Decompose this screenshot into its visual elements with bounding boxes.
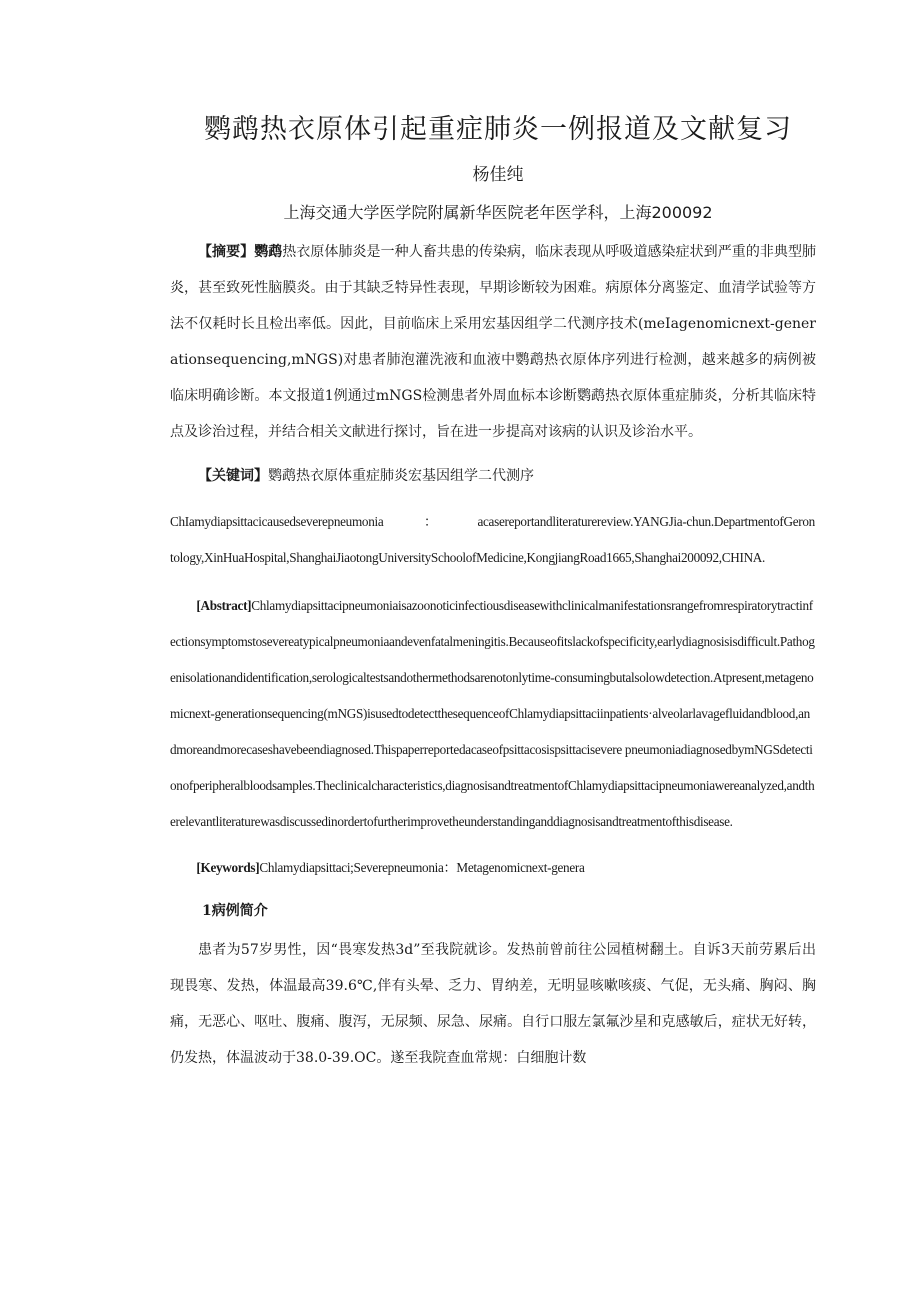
abstract-cn-text: 热衣原体肺炎是一种人畜共患的传染病，临床表现从呼吸道感染症状到严重的非典型肺炎，甚至致死性脑膜炎。由于其缺乏特异性表现，早期诊断较为困难。病原体分离鉴定、血清学试验等方法不仅耗时长且检出率低。因此，目前临床上采用宏基因组学二代测序技术(meIagenomicnext-generationsequencing,mNGS)对患者肺泡灌洗液和血液中鹦鹉热衣原体序列进行检测，越来越多的病例被临床明确诊断。本文报道1例通过mNGS检测患者外周血标本诊断鹦鹉热衣原体重症肺炎，分析其临床特点及诊治过程，并结合相关文献进行探讨，旨在进一步提高对该病的认识及诊治水平。 [170,244,816,440]
chinese-keywords [170,458,816,494]
paper-title: 鹦鹉热衣原体引起重症肺炎一例报道及文献复习 [204,114,792,145]
english-abstract [170,588,816,840]
keywords-en-text: Chlamydiapsittaci;Severepneumonia：Metagenomicnext-genera [259,860,585,875]
keywords-cn-text: 鹦鹉热衣原体重症肺炎宏基因组学二代测序 [268,468,534,484]
english-title [170,504,816,576]
author-affiliation: 上海交通大学医学院附属新华医院老年医学科，上海200092 [283,203,713,222]
english-title-part1: ChIamydiapsittacicausedseverepneumonia [170,514,384,529]
case-description: 患者为57岁男性，因“畏寒发热3d”至我院就诊。发热前曾前往公园植树翻土。自诉3天前劳累后出现畏寒、发热，体温最高39.6℃,伴有头晕、乏力、胃纳差，无明显咳嗽咳痰、气促，无头痛、胸闷、胸痛，无恶心、呕吐、腹痛、腹泻，无尿频、尿急、尿痛。自行口服左氯氟沙星和克感敏后，症状无好转，仍发热，体温波动于38.0-39.OC。遂至我院查血常规：白细胞计数 [170,942,816,1066]
abstract-en-label: [Abstract] [196,598,252,613]
abstract-cn-lead: 鹦鹉 [254,244,283,260]
english-title-part2: acasereportandliteraturereview.YANGJia-chun.DepartmentofGerontology,XinHuaHospital,ShanghaiJiaotongUniversitySchoolofMedicine,KongjiangRoad1665,Shanghai200092,CHINA. [170,514,815,565]
english-title-separator: ： [424,514,437,529]
author-name: 杨佳纯 [472,165,524,185]
section-heading: 1病例简介 [202,903,268,919]
keywords-cn-label: 【关键词】 [198,468,268,484]
abstract-en-text: Chlamydiapsittacipneumoniaisazoonoticinfectiousdiseasewithclinicalmanifestationsrangefromrespiratorytractinfectionsymptomstosevereatypicalpneumoniaandevenfatalmeningitis.Becauseofitslackofspecificity,earlydiagnosisisdifficult.Pathogenisolationandidentification,serologicaltestsandothermethodsarenotonlytime-consumingbutalsolowdetection.Atpresent,metagenomicnext-generationsequencing(mNGS)isusedtodetectthesequenceofChlamydiapsittaciinpatients·alveolarlavagefluidandblood,andmoreandmorecaseshavebeendiagnosed.Thispaperreportedacaseofpsittacosispsittacisevere pneumoniadiagnosedbymNGSdetectionofperipheralbloodsamples.Theclinicalcharacteristics,diagnosisandtreatmentofChlamydiapsittacipneumoniawereanalyzed,andtherelevantliteraturewasdiscussedinordertofurtherimprovetheunderstandinganddiagnosisandtreatmentofthisdisease. [170,598,815,829]
abstract-cn-label: 【摘要】 [198,244,255,260]
english-keywords [170,850,816,886]
chinese-abstract [170,234,816,450]
keywords-en-label: [Keywords] [196,860,260,875]
